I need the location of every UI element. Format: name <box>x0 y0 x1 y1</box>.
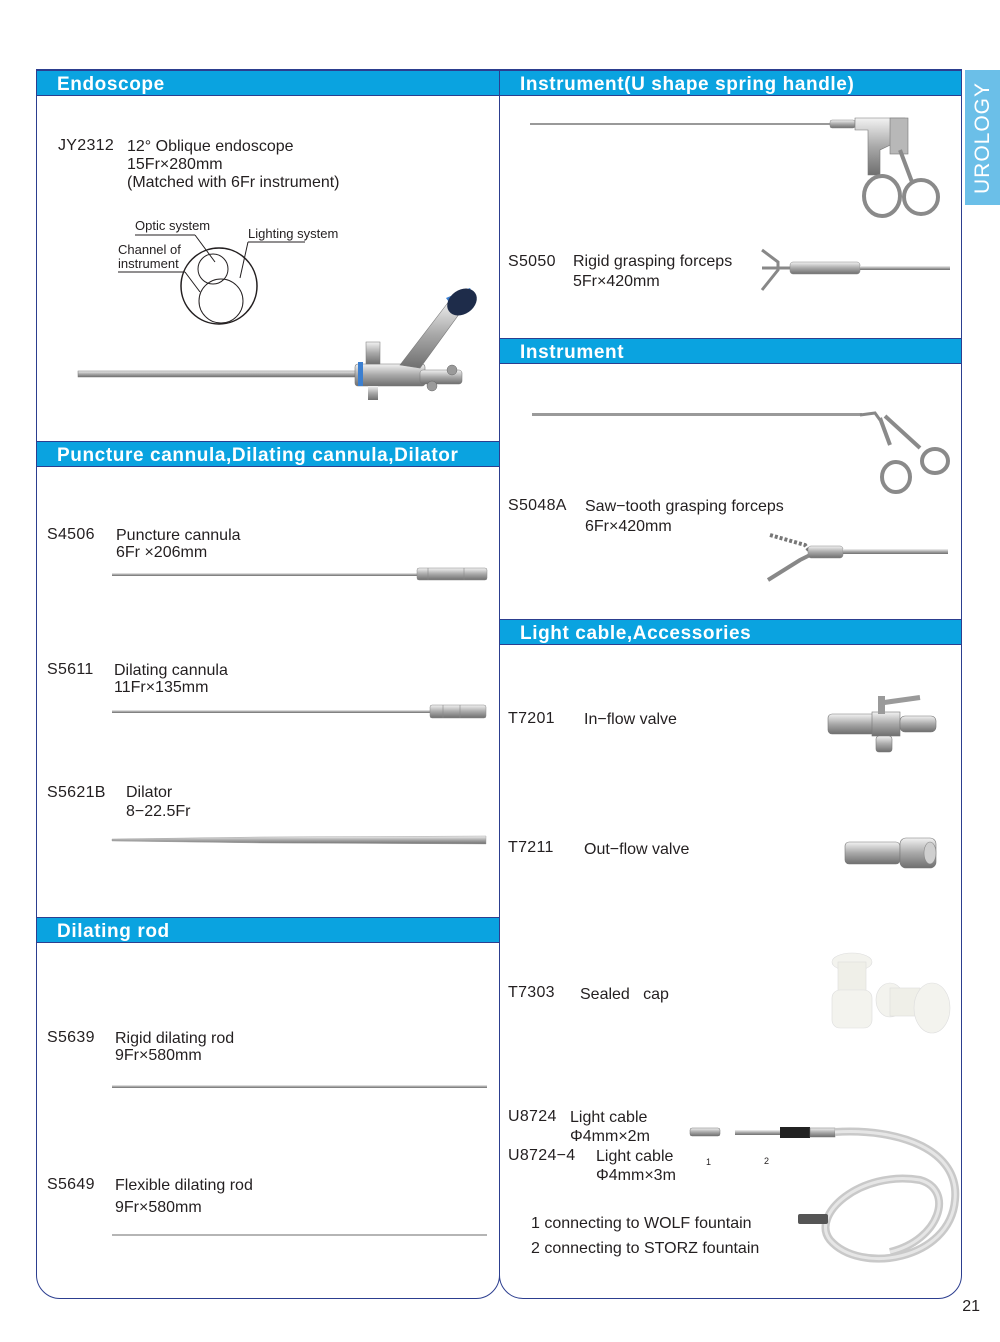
dilating-cannula-code: S5611 <box>47 661 94 678</box>
puncture-cannula-spec: 6Fr ×206mm <box>116 544 208 561</box>
light-cable-2m-spec: Φ4mm×2m <box>570 1128 650 1145</box>
light-cable-3m-spec: Φ4mm×3m <box>596 1167 676 1184</box>
rigid-dilating-rod-spec: 9Fr×580mm <box>115 1047 202 1064</box>
side-tab-label: UROLOGY <box>970 81 994 194</box>
light-cable-2m-code: U8724 <box>508 1108 557 1125</box>
left-panel <box>36 69 500 1299</box>
endoscope-spec: 15Fr×280mm <box>127 156 223 173</box>
dilator-spec: 8−22.5Fr <box>126 803 191 820</box>
light-cable-2m-name: Light cable <box>570 1109 648 1126</box>
instrument-u-header: Instrument(U shape spring handle) <box>500 70 961 96</box>
dilating-cannula-name: Dilating cannula <box>114 662 228 679</box>
light-cable-3m-name: Light cable <box>596 1148 674 1165</box>
out-flow-valve-code: T7211 <box>508 839 554 856</box>
saw-tooth-forceps-spec: 6Fr×420mm <box>585 518 672 535</box>
channel-label-line1: Channel of <box>118 242 181 257</box>
dilating-rod-header: Dilating rod <box>37 917 499 943</box>
puncture-cannula-code: S4506 <box>47 526 95 543</box>
sealed-cap-name: Sealed cap <box>580 986 669 1003</box>
dilating-cannula-spec: 11Fr×135mm <box>114 679 209 696</box>
flexible-dilating-rod-spec: 9Fr×580mm <box>115 1199 202 1216</box>
dilator-code: S5621B <box>47 784 106 801</box>
endoscope-note: (Matched with 6Fr instrument) <box>127 174 340 191</box>
rigid-grasping-forceps-code: S5050 <box>508 253 556 270</box>
out-flow-valve-name: Out−flow valve <box>584 841 690 858</box>
endoscope-header: Endoscope <box>37 70 499 96</box>
flexible-dilating-rod-name: Flexible dilating rod <box>115 1177 253 1194</box>
puncture-header: Puncture cannula,Dilating cannula,Dilator <box>37 441 499 467</box>
storz-connection-note: 2 connecting to STORZ fountain <box>531 1240 760 1257</box>
rigid-dilating-rod-name: Rigid dilating rod <box>115 1030 235 1047</box>
endoscope-name: 12° Oblique endoscope <box>127 138 294 155</box>
in-flow-valve-code: T7201 <box>508 710 555 727</box>
in-flow-valve-name: In−flow valve <box>584 711 677 728</box>
connector-2-label: 2 <box>764 1156 770 1166</box>
optic-system-label: Optic system <box>135 218 211 233</box>
flexible-dilating-rod-code: S5649 <box>47 1176 95 1193</box>
sealed-cap-code: T7303 <box>508 984 555 1001</box>
instrument-header: Instrument <box>500 338 961 364</box>
saw-tooth-forceps-code: S5048A <box>508 497 567 514</box>
side-tab <box>965 70 1000 205</box>
endoscope-code: JY2312 <box>58 137 115 154</box>
wolf-connection-note: 1 connecting to WOLF fountain <box>531 1215 752 1232</box>
lighting-system-label: Lighting system <box>248 226 339 241</box>
rigid-grasping-forceps-name: Rigid grasping forceps <box>573 253 733 270</box>
rigid-grasping-forceps-spec: 5Fr×420mm <box>573 273 660 290</box>
rigid-dilating-rod-code: S5639 <box>47 1029 95 1046</box>
connector-1-label: 1 <box>706 1157 712 1167</box>
dilator-name: Dilator <box>126 784 173 801</box>
puncture-cannula-name: Puncture cannula <box>116 527 241 544</box>
light-cable-header: Light cable,Accessories <box>500 619 961 645</box>
channel-label-line2: instrument <box>118 256 179 271</box>
saw-tooth-forceps-name: Saw−tooth grasping forceps <box>585 498 784 515</box>
light-cable-3m-code: U8724−4 <box>508 1147 576 1164</box>
page-number: 21 <box>962 1298 980 1315</box>
